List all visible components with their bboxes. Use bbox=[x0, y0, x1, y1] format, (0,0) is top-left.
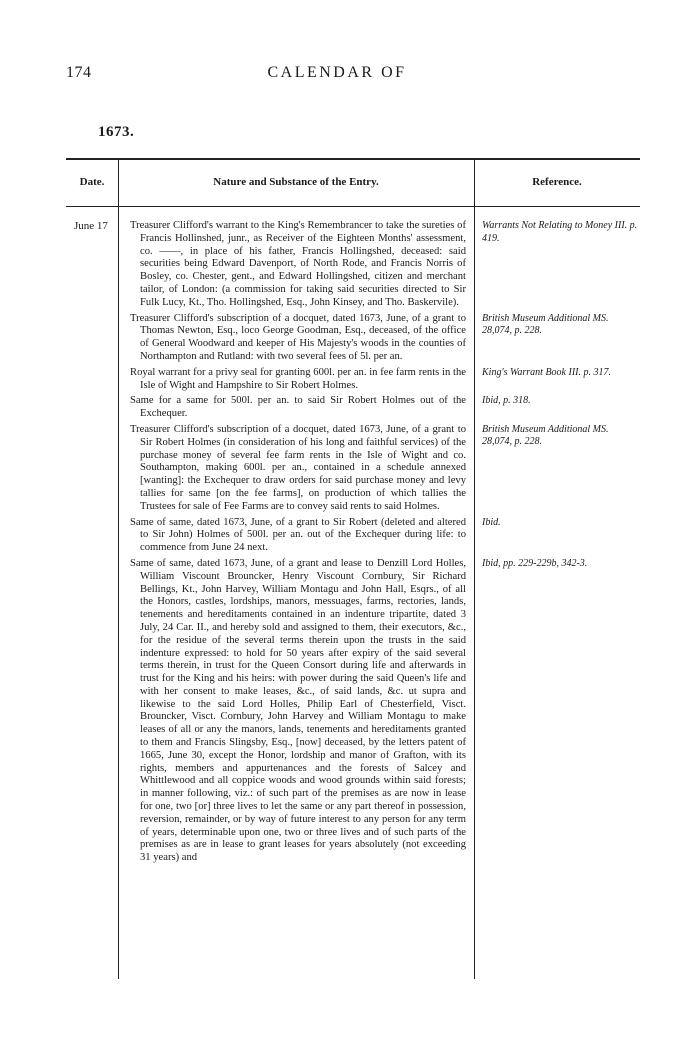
entry-text: Treasurer Clifford's warrant to the King's Remembrancer to take the sureties of Francis Hollinshed, junr., as Receiver of the Eighteen Months' assessment, co. ——, in place of his father, Francis Hollingshed, deceased: said securities being Edward Davenport, of North Rode, and Francis Norris of Bosley, co. Chester, gent., and Edward Hollingshed, citizen and merchant tailor, of London: (a commission for taking said securities directed to Sir Fulk Lucy, Kt., Tho. Hollingshed, Esq., John Kinsey, and Tho. Baskervile). bbox=[130, 220, 466, 308]
column-header-entry: Nature and Substance of the Entry. bbox=[213, 176, 379, 188]
entry-reference: Ibid, pp. 229-229b, 342-3. bbox=[482, 557, 588, 569]
entry-reference: Ibid, p. 318. bbox=[482, 395, 531, 407]
table-top-rule bbox=[66, 158, 640, 160]
table-row bbox=[66, 220, 640, 310]
table-row bbox=[66, 313, 640, 364]
table-row bbox=[66, 424, 640, 514]
entries-table bbox=[66, 220, 640, 868]
table-row bbox=[66, 395, 640, 421]
column-header-date: Date. bbox=[79, 176, 105, 188]
entry-date bbox=[66, 313, 118, 364]
table-row bbox=[66, 558, 640, 865]
table-row bbox=[66, 517, 640, 555]
entry-text: Treasurer Clifford's subscription of a docquet, dated 1673, June, of a grant to Sir Robert Holmes (in consideration of his long and faithful services) of the purchase money of several fee farm rents in the Isle of Wight and co. Southampton, making 600l. per an., contained in a schedule annexed [wanting]: the Exchequer to draw orders for said purchase money and levy tallies for same [on the fee farms], on production of which tallies the Trustees for sale of Fee Farms are to convey said rents to said Holmes. bbox=[130, 423, 466, 512]
column-header-reference: Reference. bbox=[532, 176, 582, 188]
entry-reference: Warrants Not Relating to Money III. p. 419. bbox=[482, 220, 638, 244]
entry-text: Same for a same for 500l. per an. to said Sir Robert Holmes out of the Exchequer. bbox=[130, 395, 466, 420]
entry-text-cell bbox=[118, 313, 474, 364]
page-number: 174 bbox=[66, 64, 92, 81]
table-row bbox=[66, 367, 640, 393]
entry-text: Same of same, dated 1673, June, of a grant and lease to Denzill Lord Holles, William Viscount Brouncker, Henry Viscount Cornbury, Sir Richard Bellings, Kt., John Harvey, William Montagu and John Hall, Esqrs., of all the Honors, castles, lordships, manors, messuages, farms, rectories, lands, tenements and hereditaments contained in an indenture tripartite, dated 3 July, 24 Car. II., and hereby sold and assigned to them, their executors, &c., for the residue of the several terms therein upon the trusts in the said indenture expressed: to hold for 50 years after expiry of the said several terms therein, in trust for the Queen Consort during life and afterwards in trust for the King and his heirs: with power during the said Queen's life and with her consent to make leases, &c., of said lands, &c. ut supra and likewise to the said Lord Holles, Philip Earl of Chesterfield, Visct. Brouncker, Visct. Cornbury, John Harvey and William Montagu to make leases of all or any the manors, lands, tenements and hereditaments granted to them and Francis Slingsby, Esq., [now] deceased, by the letters patent of 1665, June 30, except the Honor, lordship and manor of Grafton, with its rights, members and appurtenances and the forests of Salcey and Whittlewood and all coppice woods and wood grounds within said forests; in manner following, viz.: of such part of the premises as are now in lease for one, two [or] three lives to let the same or any part thereof in possession, reversion, remainder, or by way of future interest to any person for any term of years, determinable upon one, two or three lives and of such parts of the premises as are in lease to grant leases for years absolutely (not exceeding 31 years) and bbox=[130, 557, 466, 864]
entry-text-cell bbox=[118, 367, 474, 393]
year-heading: 1673. bbox=[98, 124, 135, 140]
entry-reference: British Museum Additional MS. 28,074, p. 228. bbox=[482, 423, 609, 448]
entry-text-cell bbox=[118, 558, 474, 865]
entry-date bbox=[66, 424, 118, 514]
entry-reference: Ibid. bbox=[482, 516, 501, 528]
entry-reference: King's Warrant Book III. p. 317. bbox=[482, 366, 611, 378]
entry-text-cell bbox=[118, 517, 474, 555]
entry-reference: British Museum Additional MS. 28,074, p. 228. bbox=[482, 312, 609, 337]
entry-date bbox=[66, 558, 118, 865]
entry-date bbox=[66, 367, 118, 393]
entry-text-cell bbox=[118, 395, 474, 421]
entry-text: Same of same, dated 1673, June, of a grant to Sir Robert (deleted and altered to Sir John) Holmes of 500l. per an. out of the Exchequer during life: to commence from June 24 next. bbox=[130, 516, 466, 554]
running-title: CALENDAR OF bbox=[267, 64, 407, 81]
entry-date bbox=[66, 395, 118, 421]
table-header-rule bbox=[66, 206, 640, 207]
entry-text: Treasurer Clifford's subscription of a docquet, dated 1673, June, of a grant to Thomas Newton, Esq., loco George Goodman, Esq., deceased, of the office of General Woodward and keeper of His Majesty's woods in the counties of Northampton and Rutland: with two several fees of 5l. per an. bbox=[130, 312, 466, 362]
entry-date bbox=[66, 517, 118, 555]
entry-text: Royal warrant for a privy seal for granting 600l. per an. in fee farm rents in the Isle of Wight and Hampshire to Sir Robert Holmes. bbox=[130, 366, 466, 391]
entry-text-cell bbox=[118, 220, 474, 310]
entry-date: June 17 bbox=[74, 220, 108, 232]
entry-text-cell bbox=[118, 424, 474, 514]
